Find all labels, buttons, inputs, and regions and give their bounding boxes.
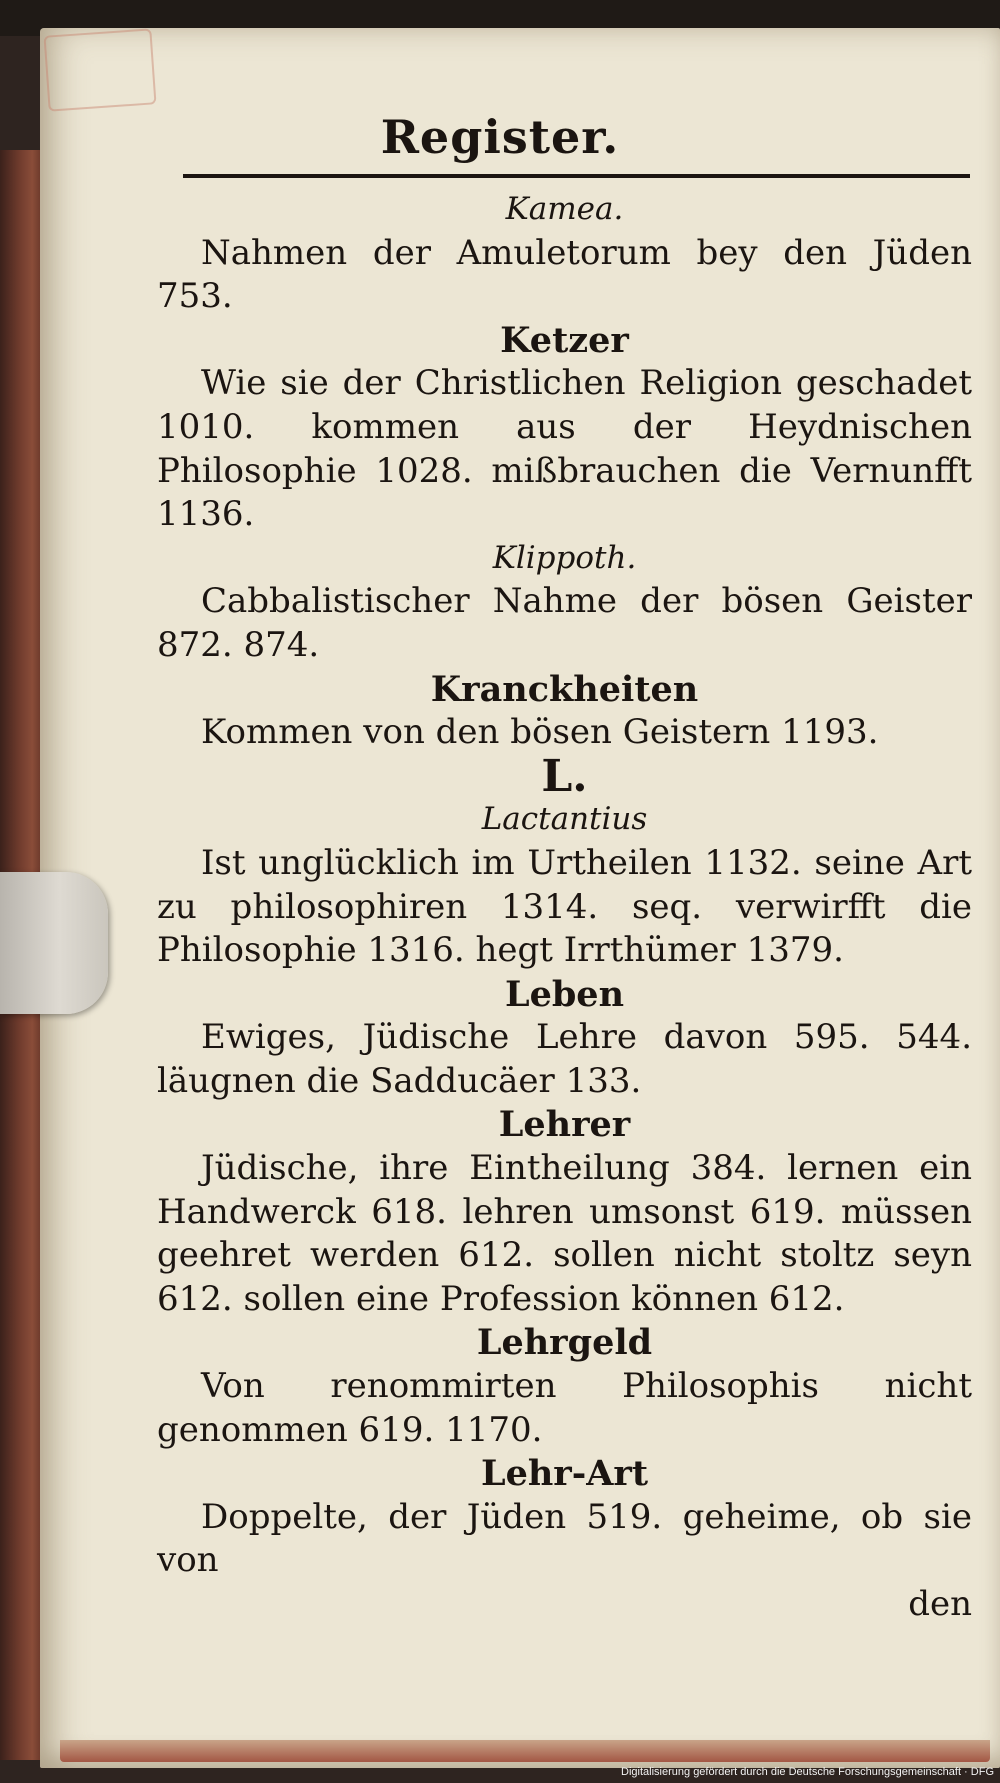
entry-body: Ist unglücklich im Urtheilen 1132. seine Art zu philosophiren 1314. seq. verwirfft die Philosophie 1316. hegt Irrthümer 1379. xyxy=(157,842,972,971)
entry-body: Von renommirten Philosophis nicht genommen 619. 1170. xyxy=(157,1366,972,1450)
header-rule xyxy=(183,174,970,178)
entry-body: Nahmen der Amuletorum bey den Jüden 753. xyxy=(157,232,972,317)
entry-heading: Lehrer xyxy=(498,1104,631,1146)
entry-heading: Kranckheiten xyxy=(430,668,699,710)
page-clip xyxy=(0,872,108,1014)
entry-heading: Lactantius xyxy=(481,801,648,838)
section-letter: L. xyxy=(541,750,588,802)
register-content xyxy=(157,188,972,1627)
entry-heading: Leben xyxy=(504,973,625,1015)
entry-body: Doppelte, der Jüden 519. geheime, ob sie von xyxy=(157,1496,972,1581)
entry-heading: Kamea. xyxy=(505,191,624,227)
running-head: Register. xyxy=(380,110,620,164)
entry-body: Jüdische, ihre Eintheilung 384. lernen ein Handwerck 618. lehren umsonst 619. müssen geehret werden 612. sollen nicht stoltz seyn 612. sollen eine Profession können 612. xyxy=(157,1148,972,1319)
entry-body: Ewiges, Jüdische Lehre davon 595. 544. läugnen die Sadducäer 133. xyxy=(157,1017,972,1101)
corner-pencil-mark xyxy=(43,28,156,111)
entry-heading: Lehr-Art xyxy=(480,1453,649,1495)
entry-body: Cabbalistischer Nahme der bösen Geister 872. 874. xyxy=(157,581,972,665)
page-bottom-edge xyxy=(60,1740,990,1762)
entry-body: Kommen von den bösen Geistern 1193. xyxy=(201,712,879,753)
entry-heading: Lehrgeld xyxy=(476,1322,653,1364)
entry-body: Wie sie der Christlichen Religion geschadet 1010. kommen aus der Heydnischen Philosophie 1028. mißbrauchen die Vernunfft 1136. xyxy=(157,363,972,535)
digitization-credit: Digitalisierung gefördert durch die Deutsche Forschungsgemeinschaft · DFG xyxy=(621,1766,994,1778)
entry-heading: Ketzer xyxy=(500,319,629,361)
catchword: den xyxy=(908,1584,972,1624)
entry-heading: Klippoth. xyxy=(492,539,637,576)
